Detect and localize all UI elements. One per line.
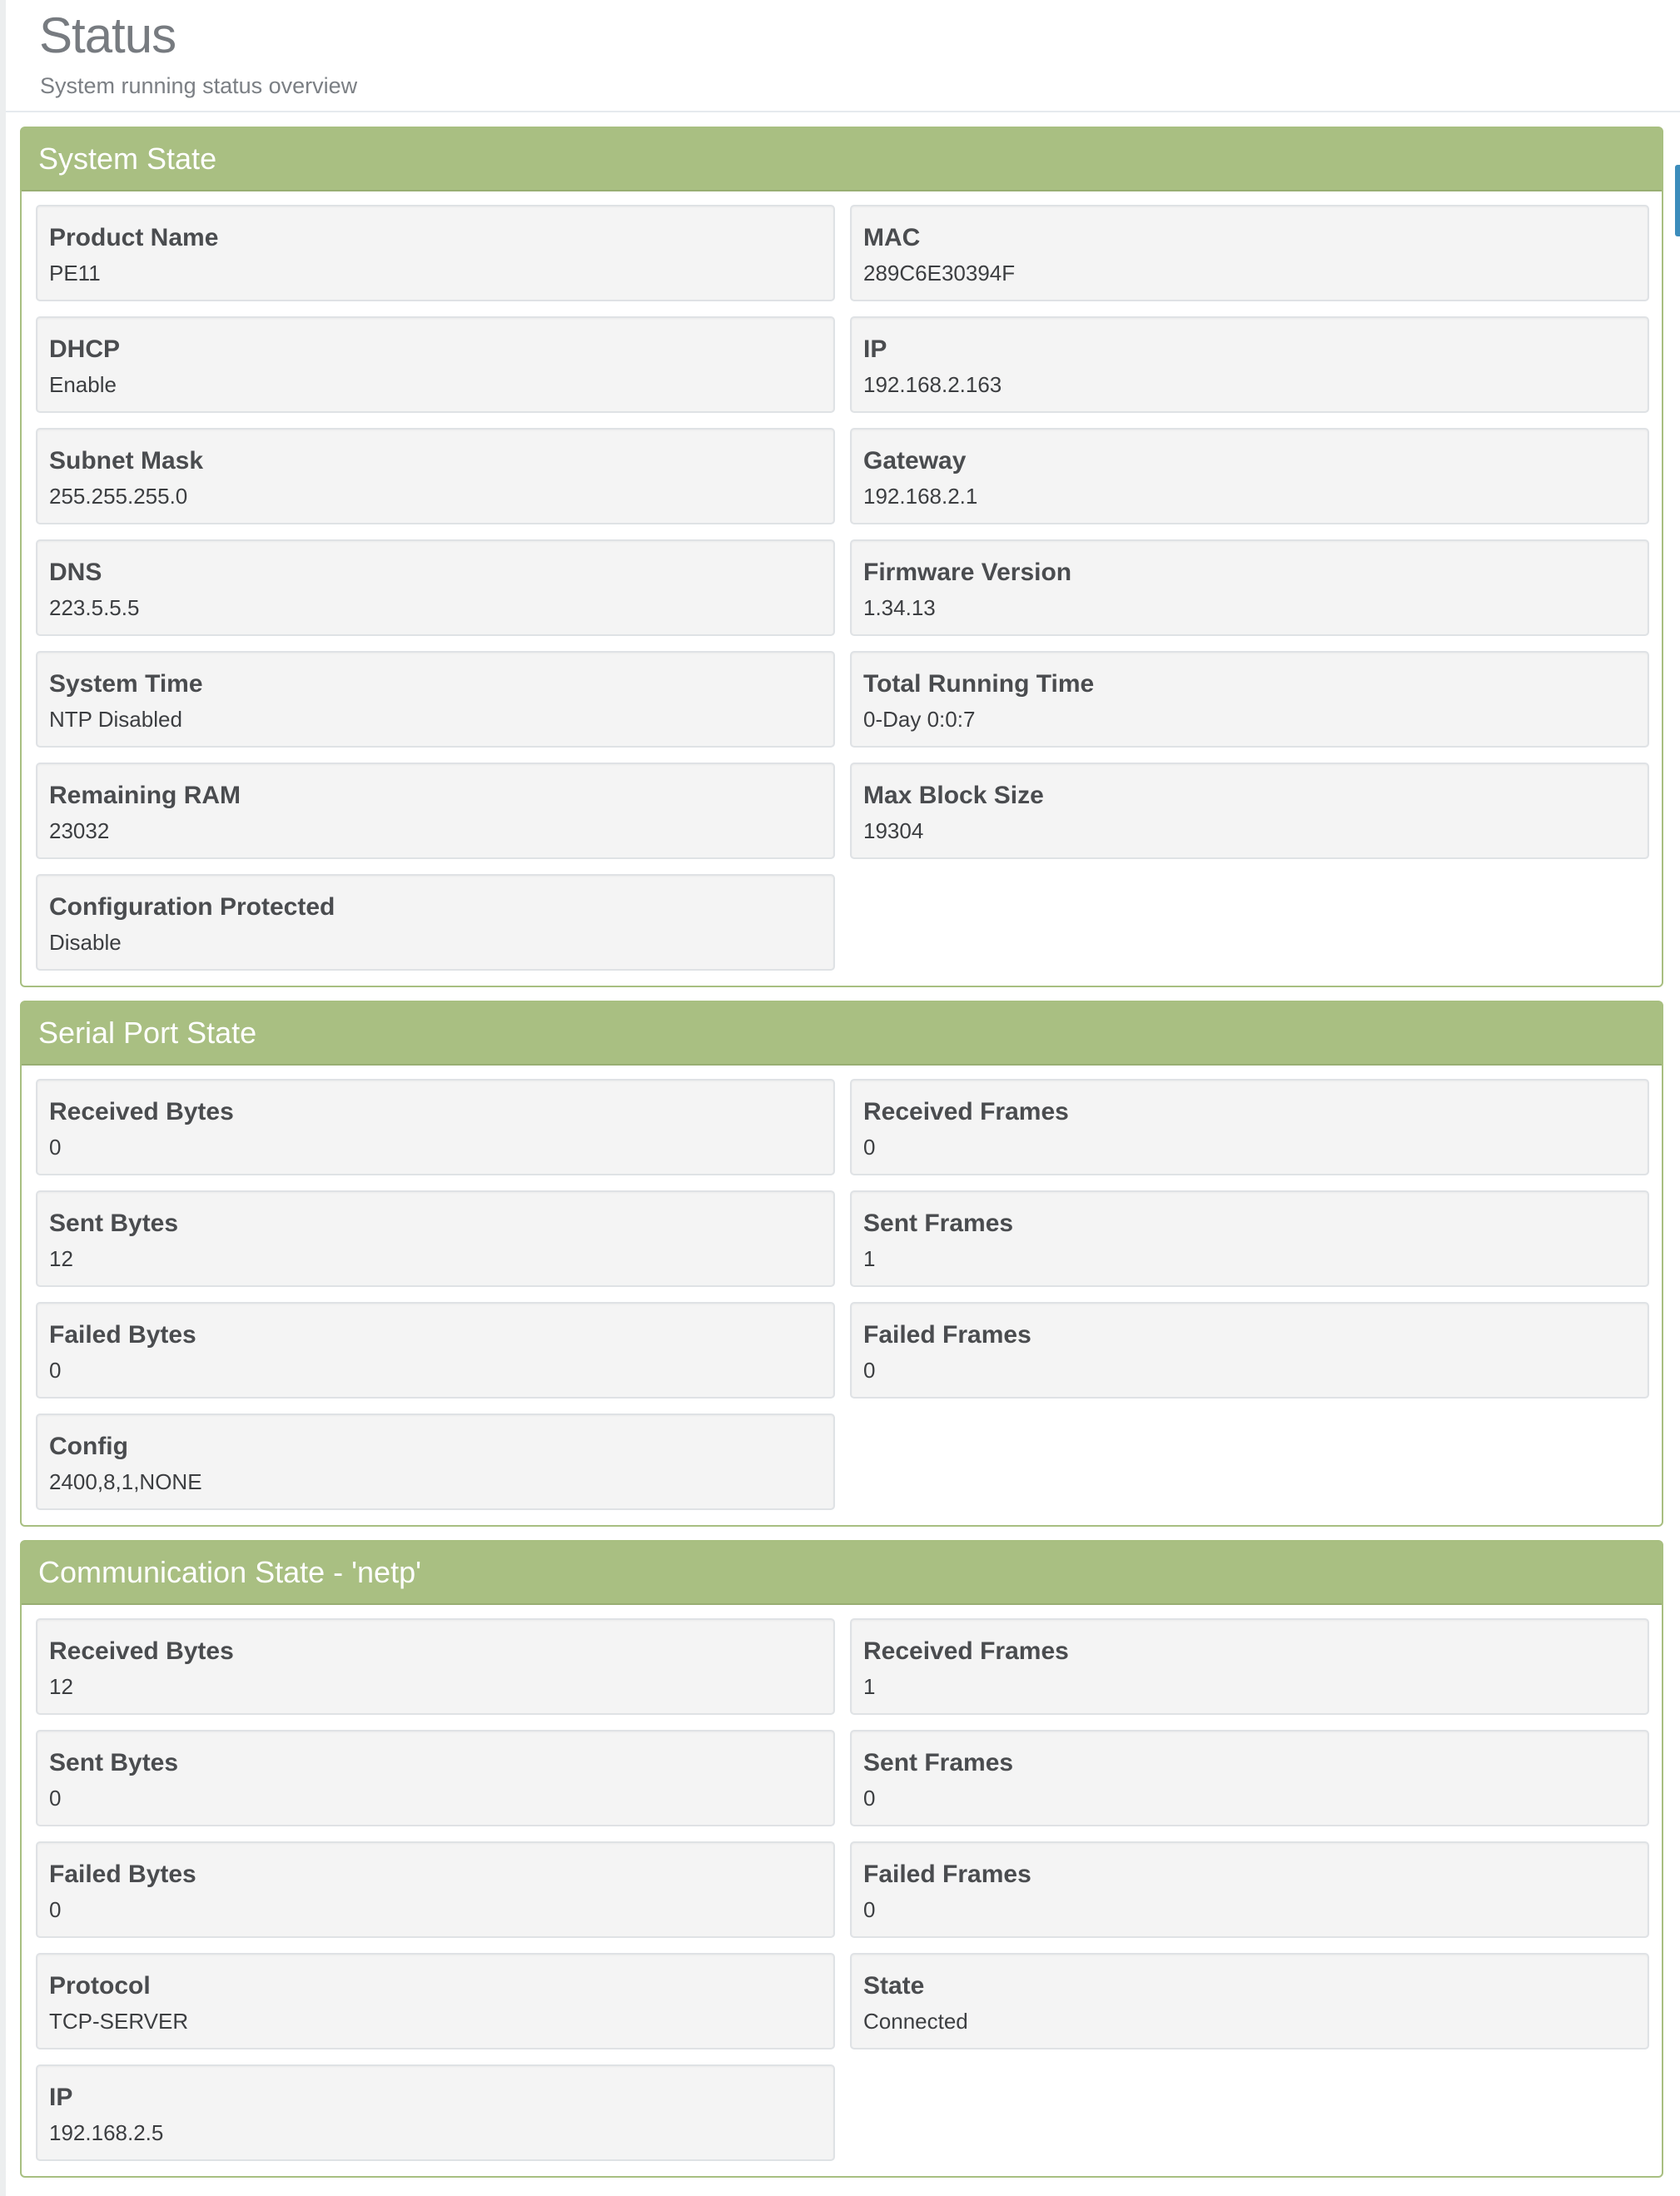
field-label: Sent Frames bbox=[863, 1749, 1014, 1776]
field-subnet-mask bbox=[36, 428, 835, 524]
field-label: Remaining RAM bbox=[49, 782, 241, 809]
field-value: 1.34.13 bbox=[863, 595, 936, 620]
field-value: 0 bbox=[49, 1358, 62, 1383]
field-received-bytes bbox=[36, 1618, 835, 1715]
field-label: MAC bbox=[863, 224, 921, 251]
field-failed-bytes bbox=[36, 1302, 835, 1399]
field-protocol bbox=[36, 1953, 835, 2049]
field-value: 192.168.2.1 bbox=[863, 484, 978, 509]
field-label: Failed Bytes bbox=[49, 1861, 196, 1888]
field-value: 0 bbox=[863, 1358, 876, 1383]
field-dhcp bbox=[36, 316, 835, 413]
field-dns bbox=[36, 539, 835, 636]
panel-serial-port-state bbox=[20, 1001, 1663, 1527]
field-value: 0 bbox=[863, 1897, 876, 1922]
field-label: Received Bytes bbox=[49, 1098, 234, 1125]
field-value: TCP-SERVER bbox=[49, 2009, 189, 2034]
field-sent-bytes bbox=[36, 1730, 835, 1826]
page-title: Status bbox=[39, 7, 176, 63]
field-value: PE11 bbox=[49, 261, 101, 286]
field-label: State bbox=[863, 1972, 925, 2000]
field-config bbox=[36, 1413, 835, 1510]
field-label: Failed Frames bbox=[863, 1861, 1031, 1888]
field-value: 2400,8,1,NONE bbox=[49, 1469, 202, 1494]
field-label: Sent Bytes bbox=[49, 1210, 179, 1237]
field-label: Protocol bbox=[49, 1972, 151, 2000]
scroll-accent bbox=[1675, 165, 1680, 236]
panel-heading bbox=[22, 128, 1662, 191]
field-failed-frames bbox=[850, 1302, 1649, 1399]
field-value: 289C6E30394F bbox=[863, 261, 1016, 286]
field-value: 12 bbox=[49, 1246, 73, 1271]
field-label: Received Bytes bbox=[49, 1637, 234, 1665]
field-value: 0 bbox=[863, 1135, 876, 1160]
field-value: 0 bbox=[49, 1786, 62, 1811]
field-label: Total Running Time bbox=[863, 670, 1095, 698]
panel-heading bbox=[22, 1542, 1662, 1605]
field-total-running-time bbox=[850, 651, 1649, 748]
field-firmware-version bbox=[850, 539, 1649, 636]
field-label: Sent Bytes bbox=[49, 1749, 179, 1776]
panel-communication-state bbox=[20, 1540, 1663, 2178]
field-label: Failed Frames bbox=[863, 1321, 1031, 1349]
field-system-time bbox=[36, 651, 835, 748]
field-gateway bbox=[850, 428, 1649, 524]
field-label: DNS bbox=[49, 559, 102, 586]
field-label: Received Frames bbox=[863, 1637, 1069, 1665]
field-label: IP bbox=[49, 2084, 73, 2111]
field-sent-bytes bbox=[36, 1190, 835, 1287]
field-label: System Time bbox=[49, 670, 203, 698]
field-value: 255.255.255.0 bbox=[49, 484, 188, 509]
field-label: Gateway bbox=[863, 447, 967, 474]
field-value: 0 bbox=[863, 1786, 876, 1811]
field-value: 0 bbox=[49, 1135, 62, 1160]
panel-title: System State bbox=[38, 142, 217, 176]
field-ip bbox=[850, 316, 1649, 413]
field-value: 192.168.2.163 bbox=[863, 372, 1002, 397]
field-received-frames bbox=[850, 1079, 1649, 1175]
field-label: Subnet Mask bbox=[49, 447, 204, 474]
field-value: 23032 bbox=[49, 818, 110, 843]
field-label: IP bbox=[863, 335, 887, 363]
field-product-name bbox=[36, 205, 835, 301]
field-configuration-protected bbox=[36, 874, 835, 971]
field-value: 0-Day 0:0:7 bbox=[863, 707, 976, 732]
field-value: 223.5.5.5 bbox=[49, 595, 140, 620]
field-label: Firmware Version bbox=[863, 559, 1072, 586]
panel-system-state bbox=[20, 127, 1663, 987]
field-received-bytes bbox=[36, 1079, 835, 1175]
field-label: DHCP bbox=[49, 335, 121, 363]
panel-heading bbox=[22, 1002, 1662, 1066]
page-subtitle: System running status overview bbox=[40, 73, 358, 98]
sidebar-edge bbox=[0, 0, 6, 2196]
field-label: Failed Bytes bbox=[49, 1321, 196, 1349]
field-label: Product Name bbox=[49, 224, 219, 251]
field-sent-frames bbox=[850, 1730, 1649, 1826]
field-sent-frames bbox=[850, 1190, 1649, 1287]
field-max-block-size bbox=[850, 763, 1649, 859]
field-label: Received Frames bbox=[863, 1098, 1069, 1125]
field-value: 19304 bbox=[863, 818, 924, 843]
field-label: Configuration Protected bbox=[49, 893, 336, 921]
field-state bbox=[850, 1953, 1649, 2049]
field-value: 12 bbox=[49, 1674, 73, 1699]
panel-title: Communication State - 'netp' bbox=[38, 1555, 421, 1589]
field-label: Max Block Size bbox=[863, 782, 1044, 809]
field-remaining-ram bbox=[36, 763, 835, 859]
field-value: 192.168.2.5 bbox=[49, 2120, 164, 2145]
field-value: Disable bbox=[49, 930, 122, 955]
field-received-frames bbox=[850, 1618, 1649, 1715]
field-failed-bytes bbox=[36, 1841, 835, 1938]
field-label: Sent Frames bbox=[863, 1210, 1014, 1237]
field-value: NTP Disabled bbox=[49, 707, 182, 732]
field-failed-frames bbox=[850, 1841, 1649, 1938]
page-header bbox=[6, 0, 1680, 112]
field-value: 1 bbox=[863, 1674, 876, 1699]
field-value: Connected bbox=[863, 2009, 968, 2034]
field-value: 0 bbox=[49, 1897, 62, 1922]
field-value: 1 bbox=[863, 1246, 876, 1271]
field-label: Config bbox=[49, 1433, 128, 1460]
field-ip bbox=[36, 2064, 835, 2161]
field-value: Enable bbox=[49, 372, 117, 397]
field-mac bbox=[850, 205, 1649, 301]
panel-title: Serial Port State bbox=[38, 1016, 257, 1050]
